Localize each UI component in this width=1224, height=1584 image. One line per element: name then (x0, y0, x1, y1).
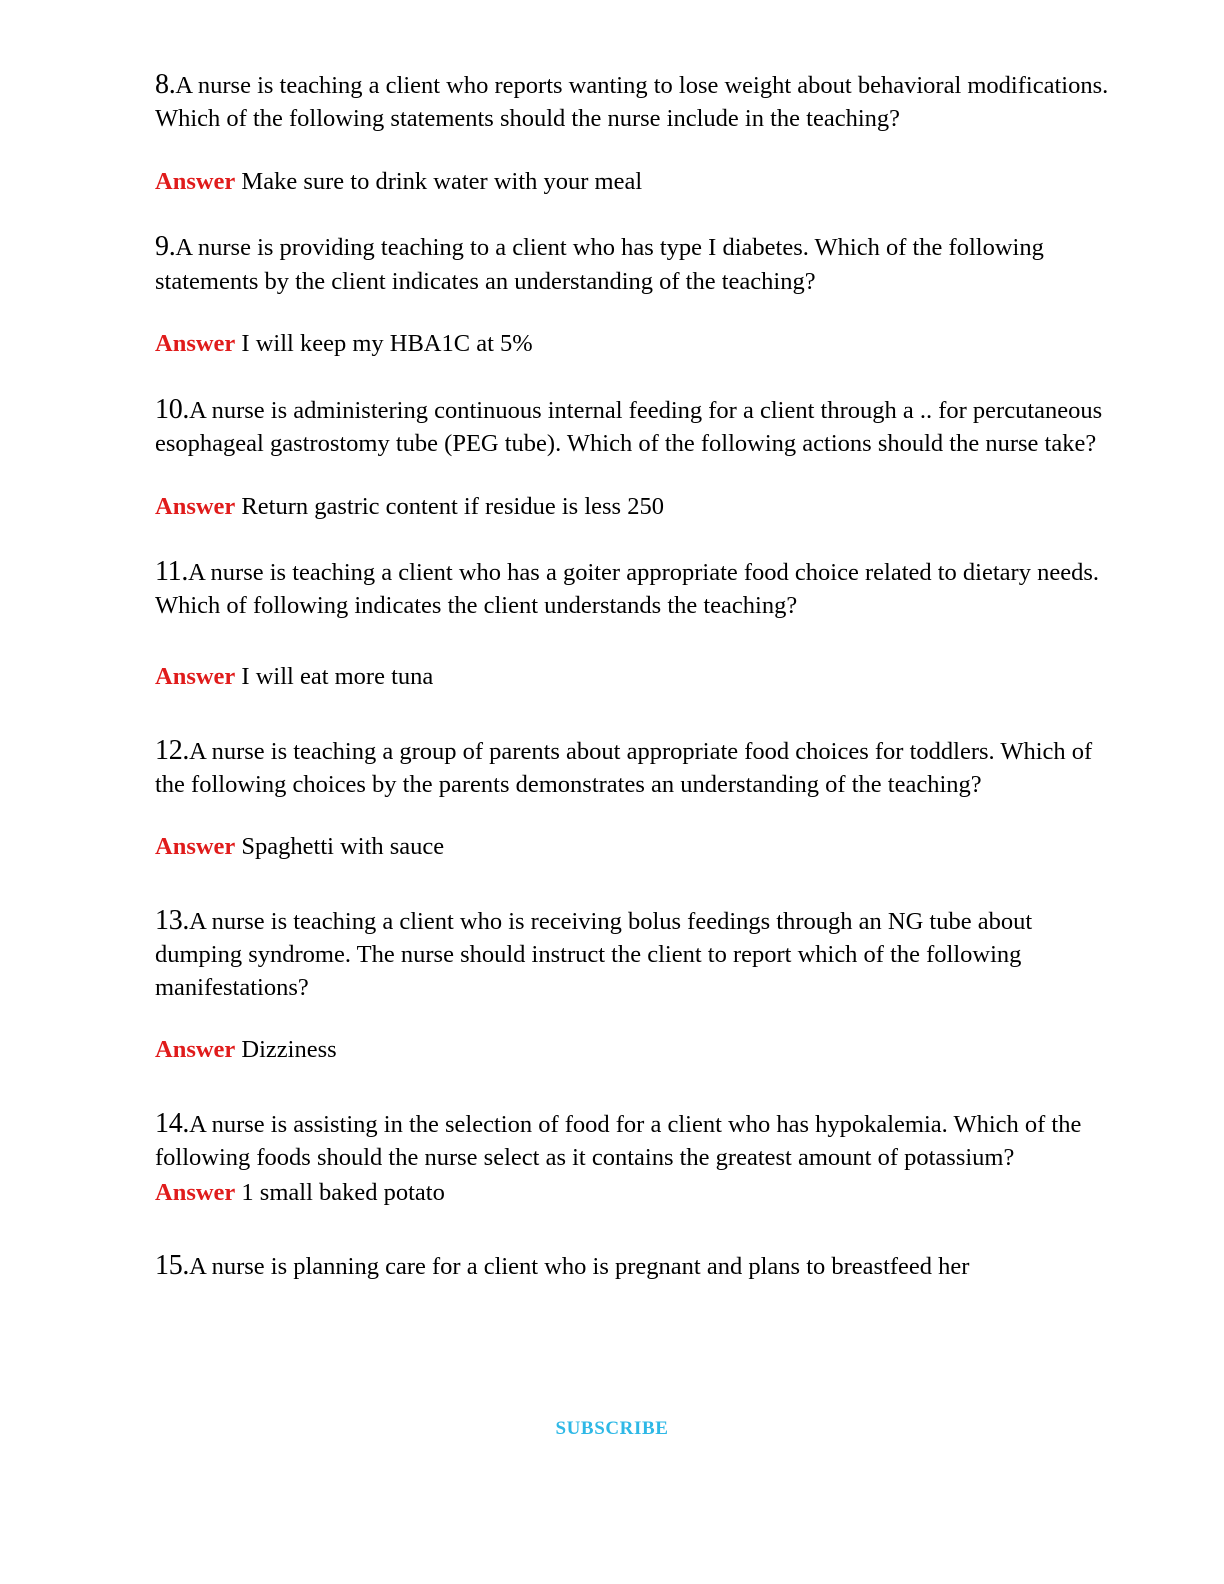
answer-label: Answer (155, 1036, 236, 1064)
question-number: 12. (155, 734, 190, 766)
answer-label: Answer (155, 1178, 236, 1206)
answer-text (155, 1177, 1115, 1210)
document-body (155, 66, 1115, 1285)
answer-body: I will eat more tuna (241, 662, 434, 690)
answer-text (155, 491, 1115, 524)
answer-label: Answer (155, 330, 236, 358)
qa-block (155, 732, 1115, 864)
answer-text (155, 831, 1115, 864)
qa-block (155, 553, 1115, 693)
subscribe-link[interactable]: SUBSCRIBE (555, 1418, 669, 1439)
answer-text (155, 328, 1115, 361)
question-number: 11. (155, 556, 189, 588)
question-body: A nurse is administering continuous internal feeding for a client through a .. for percutaneous esophageal gastrostomy tube (PEG tube). Which of the following actions should the nurse take? (155, 396, 1103, 458)
question-body: A nurse is teaching a client who reports wanting to lose weight about behavioral modifications. Which of the following statements should the nurse include in the teaching? (155, 72, 1109, 133)
question-body: A nurse is planning care for a client who is pregnant and plans to breastfeed her (189, 1253, 970, 1281)
answer-text (155, 1034, 1115, 1067)
question-number: 10. (155, 393, 190, 425)
answer-body: Dizziness (241, 1036, 337, 1064)
question-body: A nurse is teaching a client who is receiving bolus feedings through an NG tube about dumping syndrome. The nurse should instruct the client to report which of the following manifestations? (155, 907, 1033, 1001)
question-text (155, 1247, 1115, 1284)
question-text (155, 902, 1115, 1004)
question-text (155, 553, 1115, 623)
qa-block (155, 228, 1115, 360)
qa-block (155, 902, 1115, 1067)
question-text (155, 732, 1115, 802)
question-body: A nurse is teaching a group of parents about appropriate food choices for toddlers. Which of the following choices by the parents demonstrates an understanding of the teaching? (155, 737, 1093, 798)
answer-body: Return gastric content if residue is less 250 (241, 492, 664, 520)
question-text (155, 66, 1115, 136)
qa-block (155, 1247, 1115, 1284)
answer-body: Make sure to drink water with your meal (241, 167, 643, 195)
answer-body: I will keep my HBA1C at 5% (241, 330, 533, 358)
question-number: 14. (155, 1107, 190, 1139)
question-text (155, 228, 1115, 298)
question-text (155, 391, 1115, 461)
question-body: A nurse is assisting in the selection of food for a client who has hypokalemia. Which of the following foods should the nurse select as it contains the greatest amount of potassium? (155, 1110, 1082, 1172)
qa-block (155, 391, 1115, 523)
question-number: 9. (155, 231, 176, 263)
question-number: 8. (155, 69, 176, 100)
question-number: 15. (155, 1250, 190, 1282)
answer-body: Spaghetti with sauce (241, 833, 445, 861)
answer-label: Answer (155, 167, 236, 195)
answer-text (155, 661, 1115, 694)
answer-body: 1 small baked potato (241, 1178, 445, 1206)
answer-label: Answer (155, 833, 236, 861)
question-body: A nurse is teaching a client who has a goiter appropriate food choice related to dietary needs. Which of following indicates the client understands the teaching? (155, 559, 1099, 620)
question-body: A nurse is providing teaching to a client who has type I diabetes. Which of the following statements by the client indicates an understanding of the teaching? (155, 234, 1044, 295)
qa-block (155, 1105, 1115, 1209)
footer (0, 1418, 1224, 1440)
qa-block (155, 66, 1115, 198)
answer-label: Answer (155, 492, 236, 520)
question-number: 13. (155, 904, 190, 936)
answer-label: Answer (155, 662, 236, 690)
question-text (155, 1105, 1115, 1175)
answer-text (155, 166, 1115, 199)
